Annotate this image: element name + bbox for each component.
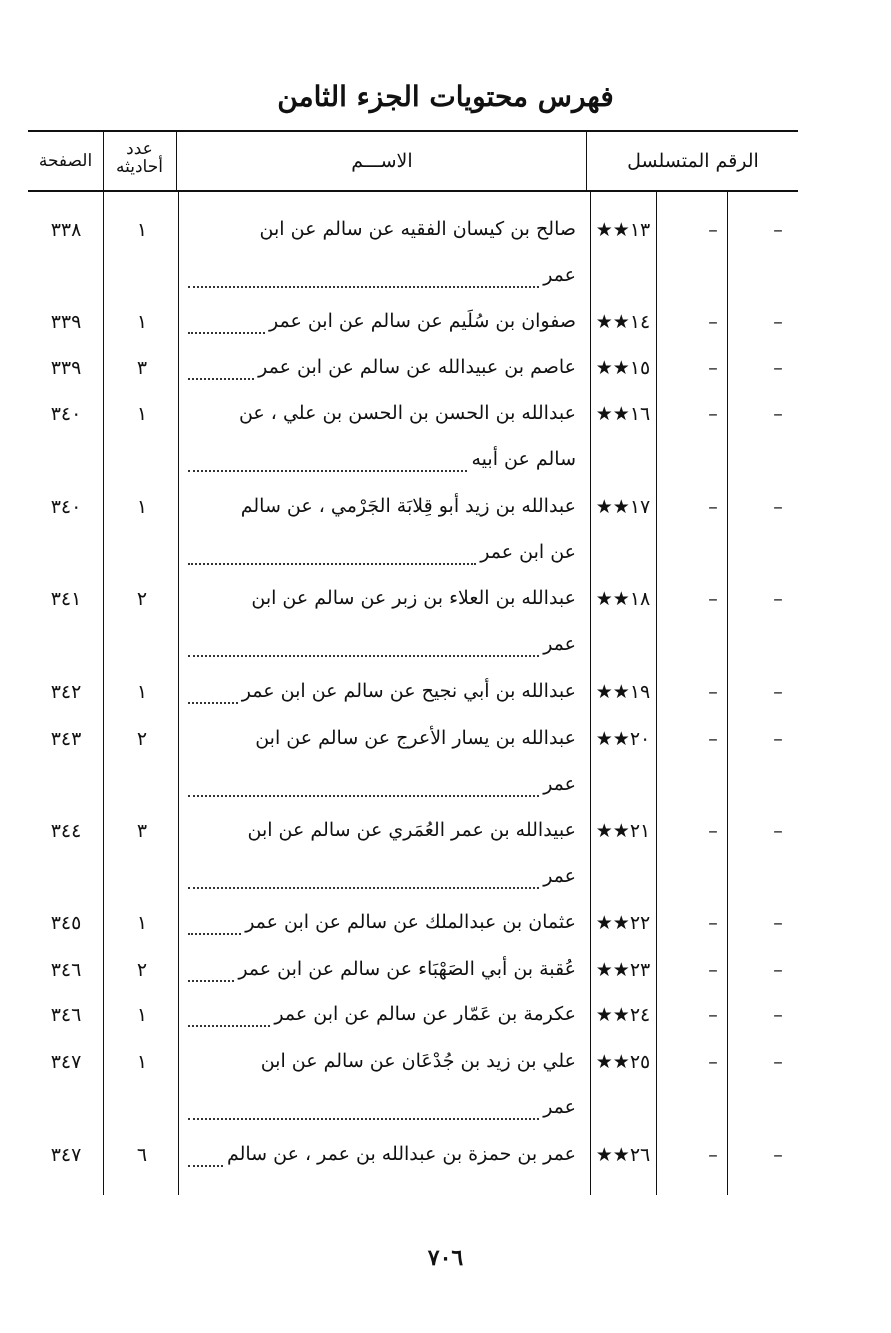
leader-dots bbox=[188, 286, 539, 288]
row-name-line1: صفوان بن سُلَيم عن سالم عن ابن عمر bbox=[269, 310, 576, 332]
header-divider bbox=[586, 130, 587, 190]
row-name-line2: عن ابن عمر bbox=[480, 541, 576, 563]
row-dash-inner: – bbox=[708, 496, 718, 518]
leader-dots bbox=[188, 1025, 270, 1027]
row-name-line2: عمر bbox=[543, 773, 576, 795]
row-page: ٣٣٩ bbox=[50, 311, 82, 333]
row-dash-inner: – bbox=[708, 1004, 718, 1026]
row-dash-inner: – bbox=[708, 1051, 718, 1073]
row-name-line1: عكرمة بن عَمّار عن سالم عن ابن عمر bbox=[274, 1003, 576, 1025]
row-page: ٣٤٧ bbox=[50, 1144, 82, 1166]
header-bottom-rule bbox=[28, 190, 798, 192]
row-serial: ★★٢٤ bbox=[595, 1004, 651, 1026]
row-name-line1: عبدالله بن العلاء بن زبر عن سالم عن ابن bbox=[251, 587, 576, 609]
row-hadith-count: ١ bbox=[136, 1004, 148, 1026]
row-serial: ★★٢٣ bbox=[595, 959, 651, 981]
row-dash-outer: – bbox=[773, 219, 783, 241]
row-dash-inner: – bbox=[708, 403, 718, 425]
row-name-line1: عثمان بن عبدالملك عن سالم عن ابن عمر bbox=[245, 911, 576, 933]
leader-dots bbox=[188, 1165, 223, 1167]
header-count-line2: أحاديثه bbox=[116, 157, 163, 177]
row-name bbox=[188, 668, 576, 714]
row-name-line1: عبدالله بن يسار الأعرج عن سالم عن ابن bbox=[255, 727, 576, 749]
row-dash-inner: – bbox=[708, 681, 718, 703]
row-name bbox=[188, 1038, 576, 1130]
header-divider bbox=[176, 130, 177, 190]
row-page: ٣٤٠ bbox=[50, 403, 82, 425]
row-dash-inner: – bbox=[708, 1144, 718, 1166]
row-page: ٣٤٥ bbox=[50, 912, 82, 934]
header-name: الاســـم bbox=[351, 150, 413, 172]
row-name bbox=[188, 991, 576, 1037]
row-dash-outer: – bbox=[773, 820, 783, 842]
row-serial: ★★٢٠ bbox=[595, 728, 651, 750]
row-hadith-count: ٢ bbox=[136, 728, 148, 750]
row-page: ٣٣٨ bbox=[50, 219, 82, 241]
row-name bbox=[188, 946, 576, 992]
row-name bbox=[188, 390, 576, 482]
row-dash-inner: – bbox=[708, 219, 718, 241]
row-name bbox=[188, 344, 576, 390]
row-dash-outer: – bbox=[773, 496, 783, 518]
row-dash-inner: – bbox=[708, 357, 718, 379]
row-hadith-count: ٢ bbox=[136, 959, 148, 981]
row-hadith-count: ٣ bbox=[136, 820, 148, 842]
column-divider bbox=[656, 192, 657, 1195]
row-dash-outer: – bbox=[773, 1144, 783, 1166]
row-dash-outer: – bbox=[773, 959, 783, 981]
table-top-rule bbox=[28, 130, 798, 132]
row-serial: ★★٢٥ bbox=[595, 1051, 651, 1073]
leader-dots bbox=[188, 563, 476, 565]
row-name-line2: عمر bbox=[543, 1096, 576, 1118]
header-page: الصفحة bbox=[38, 151, 93, 171]
header-serial: الرقم المتسلسل bbox=[627, 150, 759, 172]
row-name-line1: عبدالله بن أبي نجيح عن سالم عن ابن عمر bbox=[241, 680, 576, 702]
row-name bbox=[188, 298, 576, 344]
row-dash-inner: – bbox=[708, 912, 718, 934]
row-page: ٣٣٩ bbox=[50, 357, 82, 379]
row-serial: ★★١٥ bbox=[595, 357, 651, 379]
row-name-line2: عمر bbox=[543, 264, 576, 286]
row-hadith-count: ١ bbox=[136, 311, 148, 333]
row-serial: ★★١٤ bbox=[595, 311, 651, 333]
leader-dots bbox=[188, 980, 234, 982]
row-dash-inner: – bbox=[708, 588, 718, 610]
column-divider bbox=[178, 192, 179, 1195]
index-table bbox=[28, 130, 798, 1195]
page-number: ٧٠٦ bbox=[427, 1245, 464, 1271]
row-hadith-count: ٣ bbox=[136, 357, 148, 379]
leader-dots bbox=[188, 378, 254, 380]
row-name-line1: عبيدالله بن عمر العُمَري عن سالم عن ابن bbox=[247, 819, 576, 841]
row-name bbox=[188, 483, 576, 575]
row-dash-outer: – bbox=[773, 311, 783, 333]
row-serial: ★★١٧ bbox=[595, 496, 651, 518]
row-serial: ★★١٩ bbox=[595, 681, 651, 703]
row-name-line1: عاصم بن عبيدالله عن سالم عن ابن عمر bbox=[258, 356, 576, 378]
row-name-line1: صالح بن كيسان الفقيه عن سالم عن ابن bbox=[259, 218, 576, 240]
row-name-line1: عبدالله بن زيد أبو قِلابَة الجَرْمي ، عن سالم bbox=[240, 495, 576, 517]
leader-dots bbox=[188, 933, 241, 935]
row-serial: ★★١٣ bbox=[595, 219, 651, 241]
row-name-line1: عبدالله بن الحسن بن الحسن بن علي ، عن bbox=[238, 402, 576, 424]
row-serial: ★★٢٢ bbox=[595, 912, 651, 934]
row-dash-outer: – bbox=[773, 912, 783, 934]
leader-dots bbox=[188, 795, 539, 797]
leader-dots bbox=[188, 470, 467, 472]
row-page: ٣٤٠ bbox=[50, 496, 82, 518]
row-serial: ★★٢١ bbox=[595, 820, 651, 842]
row-hadith-count: ١ bbox=[136, 912, 148, 934]
row-hadith-count: ١ bbox=[136, 219, 148, 241]
row-dash-outer: – bbox=[773, 403, 783, 425]
row-name bbox=[188, 807, 576, 899]
row-serial: ★★١٨ bbox=[595, 588, 651, 610]
row-hadith-count: ١ bbox=[136, 496, 148, 518]
page-title: فهرس محتويات الجزء الثامن bbox=[277, 80, 614, 113]
row-name bbox=[188, 715, 576, 807]
row-name-line1: عمر بن حمزة بن عبدالله بن عمر ، عن سالم bbox=[226, 1143, 576, 1165]
row-page: ٣٤٣ bbox=[50, 728, 82, 750]
row-dash-outer: – bbox=[773, 1004, 783, 1026]
row-page: ٣٤٦ bbox=[50, 1004, 82, 1026]
leader-dots bbox=[188, 655, 539, 657]
row-dash-outer: – bbox=[773, 681, 783, 703]
row-name bbox=[188, 899, 576, 945]
row-page: ٣٤١ bbox=[50, 588, 82, 610]
row-name-line2: عمر bbox=[543, 633, 576, 655]
row-dash-outer: – bbox=[773, 357, 783, 379]
row-dash-outer: – bbox=[773, 588, 783, 610]
leader-dots bbox=[188, 702, 238, 704]
header-count-line1: عدد bbox=[126, 139, 153, 159]
row-dash-inner: – bbox=[708, 959, 718, 981]
row-hadith-count: ٢ bbox=[136, 588, 148, 610]
row-hadith-count: ١ bbox=[136, 681, 148, 703]
row-dash-outer: – bbox=[773, 728, 783, 750]
row-dash-inner: – bbox=[708, 728, 718, 750]
row-serial: ★★١٦ bbox=[595, 403, 651, 425]
row-page: ٣٤٦ bbox=[50, 959, 82, 981]
row-name-line2: سالم عن أبيه bbox=[471, 448, 576, 470]
leader-dots bbox=[188, 332, 265, 334]
row-page: ٣٤٤ bbox=[50, 820, 82, 842]
leader-dots bbox=[188, 887, 539, 889]
row-dash-outer: – bbox=[773, 1051, 783, 1073]
row-serial: ★★٢٦ bbox=[595, 1144, 651, 1166]
row-name bbox=[188, 575, 576, 667]
row-hadith-count: ١ bbox=[136, 1051, 148, 1073]
leader-dots bbox=[188, 1118, 539, 1120]
row-name bbox=[188, 206, 576, 298]
row-hadith-count: ٦ bbox=[136, 1144, 148, 1166]
row-page: ٣٤٧ bbox=[50, 1051, 82, 1073]
row-name-line1: علي بن زيد بن جُدْعَان عن سالم عن ابن bbox=[260, 1050, 576, 1072]
row-name-line1: عُقبة بن أبي الصَهْبَاء عن سالم عن ابن عمر bbox=[238, 958, 576, 980]
row-dash-inner: – bbox=[708, 820, 718, 842]
row-dash-inner: – bbox=[708, 311, 718, 333]
row-name bbox=[188, 1131, 576, 1177]
row-name-line2: عمر bbox=[543, 865, 576, 887]
row-page: ٣٤٢ bbox=[50, 681, 82, 703]
row-hadith-count: ١ bbox=[136, 403, 148, 425]
